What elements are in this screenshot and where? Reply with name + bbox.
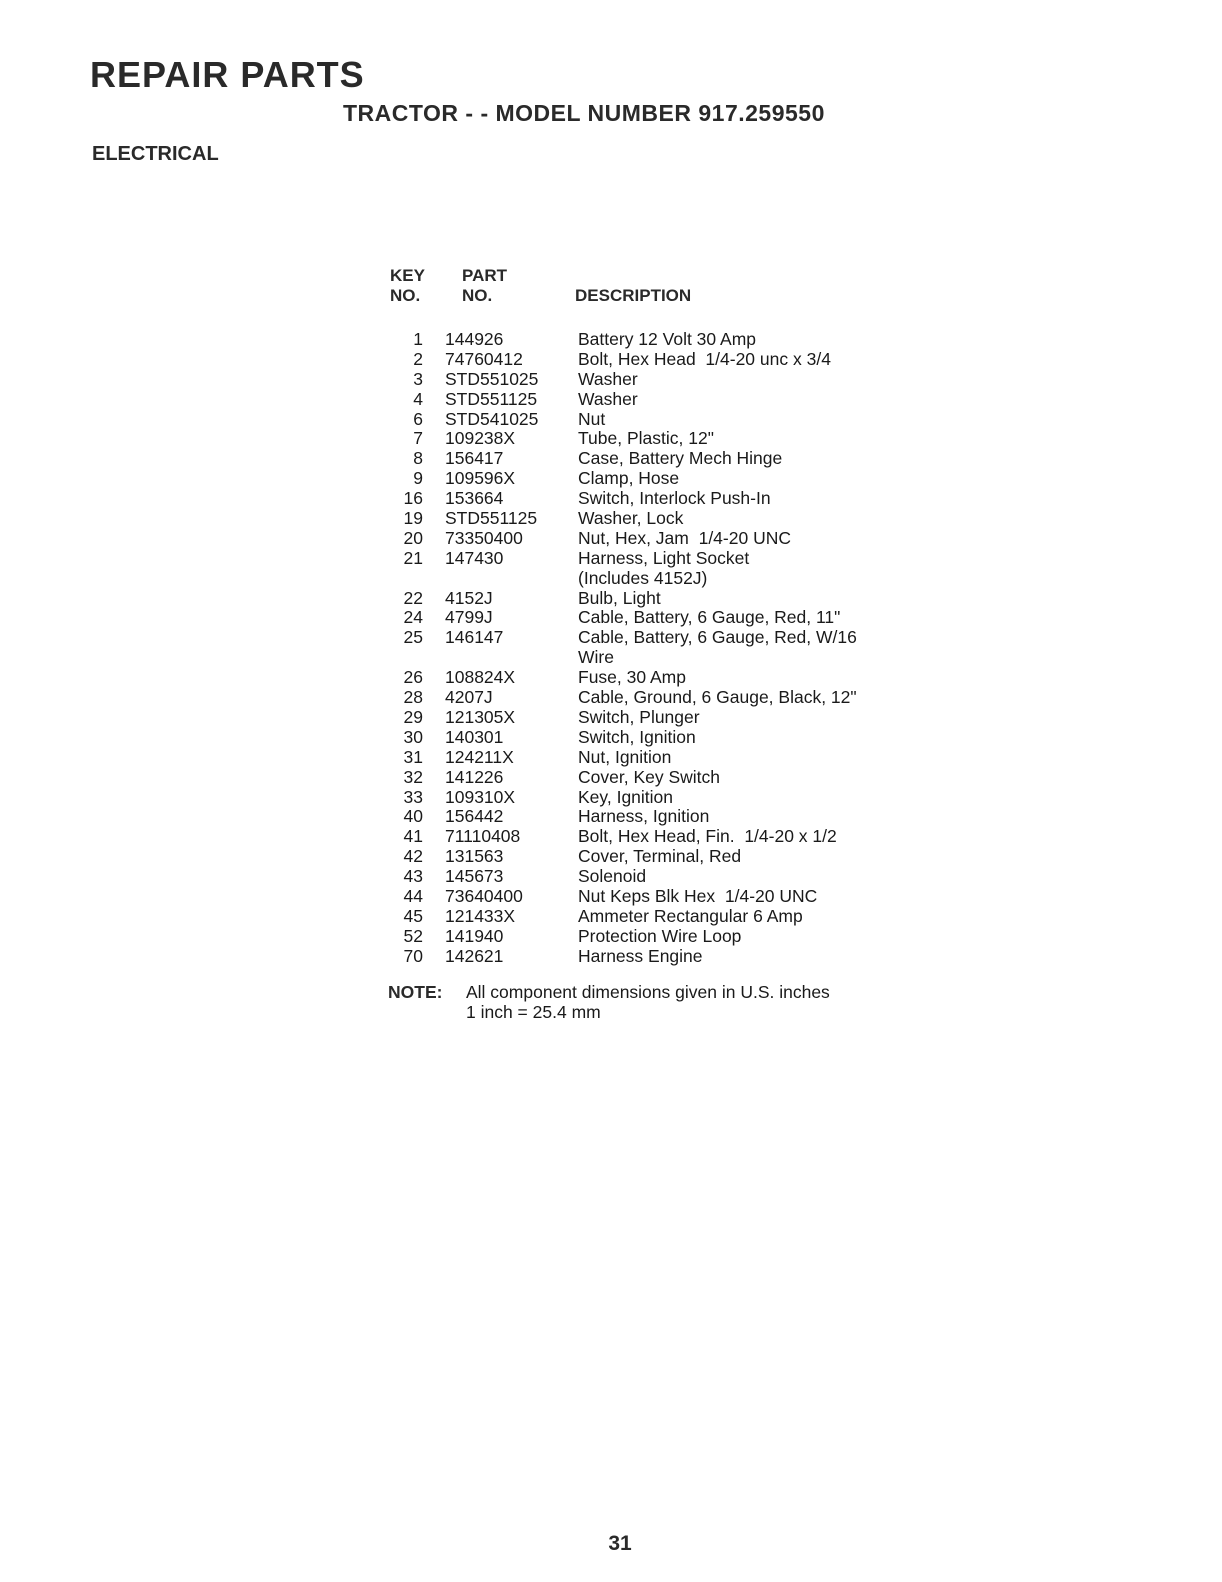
part-number: 121305X <box>445 706 516 727</box>
key-number: 3 <box>413 368 423 389</box>
key-number: 25 <box>403 627 423 648</box>
table-row <box>385 668 945 688</box>
part-description: Key, Ignition <box>578 786 674 807</box>
part-number: 4799J <box>445 607 493 628</box>
page-title: REPAIR PARTS <box>90 54 365 95</box>
note-line1: All component dimensions given in U.S. inches <box>466 982 830 1002</box>
part-description: Battery 12 Volt 30 Amp <box>578 329 757 349</box>
table-row <box>385 489 945 509</box>
part-number: 73640400 <box>445 885 523 906</box>
part-description: Cable, Battery, 6 Gauge, Red, W/16 Wire <box>578 627 857 668</box>
table-row <box>385 827 945 847</box>
part-description: Harness Engine <box>578 945 703 966</box>
key-number: 40 <box>403 806 423 827</box>
key-number: 9 <box>413 468 423 489</box>
key-number: 31 <box>403 746 423 767</box>
part-description: Case, Battery Mech Hinge <box>578 448 783 469</box>
part-number: 156442 <box>445 806 504 827</box>
part-number: 146147 <box>445 627 504 648</box>
table-row <box>385 807 945 827</box>
key-number: 41 <box>403 826 423 847</box>
part-description: Ammeter Rectangular 6 Amp <box>578 905 803 926</box>
part-description: Harness, Ignition <box>578 806 710 827</box>
part-description: Cover, Terminal, Red <box>578 846 742 867</box>
part-description: Solenoid <box>578 866 647 887</box>
table-row <box>385 449 945 469</box>
table-row <box>385 429 945 449</box>
header-part-line1: PART <box>462 266 508 285</box>
key-number: 42 <box>403 846 423 867</box>
header-description: DESCRIPTION <box>575 286 692 305</box>
part-description: Nut Keps Blk Hex 1/4-20 UNC <box>578 885 818 906</box>
table-row <box>385 529 945 549</box>
key-number: 19 <box>403 508 423 529</box>
key-number: 33 <box>403 786 423 807</box>
note-line2: 1 inch = 25.4 mm <box>466 1002 601 1022</box>
table-row <box>385 688 945 708</box>
key-number: 24 <box>403 607 423 628</box>
note <box>388 982 830 1022</box>
table-row <box>385 907 945 927</box>
key-number: 2 <box>413 348 423 369</box>
table-row <box>385 728 945 748</box>
part-number: 141226 <box>445 766 504 787</box>
table-row <box>385 350 945 370</box>
header-part-line2: NO. <box>462 286 493 305</box>
table-row <box>385 509 945 529</box>
key-number: 43 <box>403 866 423 887</box>
part-description: Nut <box>578 408 606 429</box>
page-number: 31 <box>608 1532 632 1555</box>
part-description: Clamp, Hose <box>578 468 680 489</box>
table-row <box>385 867 945 887</box>
key-number: 20 <box>403 527 423 548</box>
key-number: 30 <box>403 726 423 747</box>
part-number: 4152J <box>445 587 493 608</box>
part-number: 145673 <box>445 866 504 887</box>
key-number: 26 <box>403 667 423 688</box>
parts-list <box>385 330 945 967</box>
key-number: 4 <box>413 388 423 409</box>
part-number: 4207J <box>445 687 493 708</box>
part-description: Switch, Ignition <box>578 726 696 747</box>
key-number: 29 <box>403 706 423 727</box>
key-number: 6 <box>413 408 423 429</box>
table-row <box>385 370 945 390</box>
table-row <box>385 628 945 668</box>
table-row <box>385 768 945 788</box>
table-row <box>385 847 945 867</box>
part-number: 109310X <box>445 786 516 807</box>
key-number: 70 <box>403 945 423 966</box>
part-description: Tube, Plastic, 12" <box>578 428 714 449</box>
table-row <box>385 887 945 907</box>
part-description: Washer, Lock <box>578 508 684 529</box>
part-number: 153664 <box>445 488 504 509</box>
part-number: 131563 <box>445 846 504 867</box>
part-number: STD551125 <box>445 508 538 529</box>
note-label: NOTE: <box>388 982 443 1002</box>
key-number: 8 <box>413 448 423 469</box>
part-description: Nut, Ignition <box>578 746 672 767</box>
part-description: Nut, Hex, Jam 1/4-20 UNC <box>578 527 791 548</box>
table-row <box>385 469 945 489</box>
model-number-heading: TRACTOR - - MODEL NUMBER 917.259550 <box>343 100 825 126</box>
key-number: 45 <box>403 905 423 926</box>
table-row <box>385 330 945 350</box>
part-number: 71110408 <box>445 826 521 847</box>
part-number: 144926 <box>445 329 504 349</box>
table-row <box>385 788 945 808</box>
table-row <box>385 708 945 728</box>
section-heading: ELECTRICAL <box>92 143 219 165</box>
key-number: 21 <box>403 547 423 568</box>
table-row <box>385 589 945 609</box>
part-number: 121433X <box>445 905 516 926</box>
part-description: Switch, Plunger <box>578 706 700 727</box>
key-number: 32 <box>403 766 423 787</box>
part-description: Fuse, 30 Amp <box>578 667 686 688</box>
part-number: 73350400 <box>445 527 523 548</box>
key-number: 7 <box>413 428 423 449</box>
part-number: 141940 <box>445 925 504 946</box>
table-row <box>385 947 945 967</box>
part-description: Switch, Interlock Push-In <box>578 488 771 509</box>
header-key-line2: NO. <box>390 286 421 305</box>
part-number: 109596X <box>445 468 516 489</box>
table-row <box>385 608 945 628</box>
key-number: 44 <box>403 885 423 906</box>
part-description: Protection Wire Loop <box>578 925 742 946</box>
key-number: 28 <box>403 687 423 708</box>
part-number: 109238X <box>445 428 516 449</box>
part-description: Washer <box>578 368 638 389</box>
part-number: 124211X <box>445 746 514 767</box>
table-row <box>385 927 945 947</box>
part-description: Cable, Ground, 6 Gauge, Black, 12" <box>578 687 857 708</box>
part-description: Cable, Battery, 6 Gauge, Red, 11" <box>578 607 841 628</box>
table-row <box>385 549 945 589</box>
key-number: 1 <box>413 329 423 349</box>
table-row <box>385 410 945 430</box>
part-description: Washer <box>578 388 638 409</box>
part-number: 156417 <box>445 448 504 469</box>
header-key-line1: KEY <box>390 266 425 285</box>
part-description: Bulb, Light <box>578 587 661 608</box>
part-number: STD551025 <box>445 368 539 389</box>
part-number: 140301 <box>445 726 504 747</box>
table-row <box>385 748 945 768</box>
part-number: 108824X <box>445 667 516 688</box>
part-description: Harness, Light Socket (Includes 4152J) <box>578 547 750 588</box>
part-number: 74760412 <box>445 348 523 369</box>
part-number: STD541025 <box>445 408 539 429</box>
key-number: 22 <box>403 587 423 608</box>
part-number: STD551125 <box>445 388 538 409</box>
part-description: Bolt, Hex Head, Fin. 1/4-20 x 1/2 <box>578 826 837 847</box>
table-row <box>385 390 945 410</box>
part-description: Bolt, Hex Head 1/4-20 unc x 3/4 <box>578 348 831 369</box>
part-description: Cover, Key Switch <box>578 766 720 787</box>
key-number: 16 <box>403 488 423 509</box>
part-number: 147430 <box>445 547 504 568</box>
part-number: 142621 <box>445 945 504 966</box>
key-number: 52 <box>403 925 423 946</box>
